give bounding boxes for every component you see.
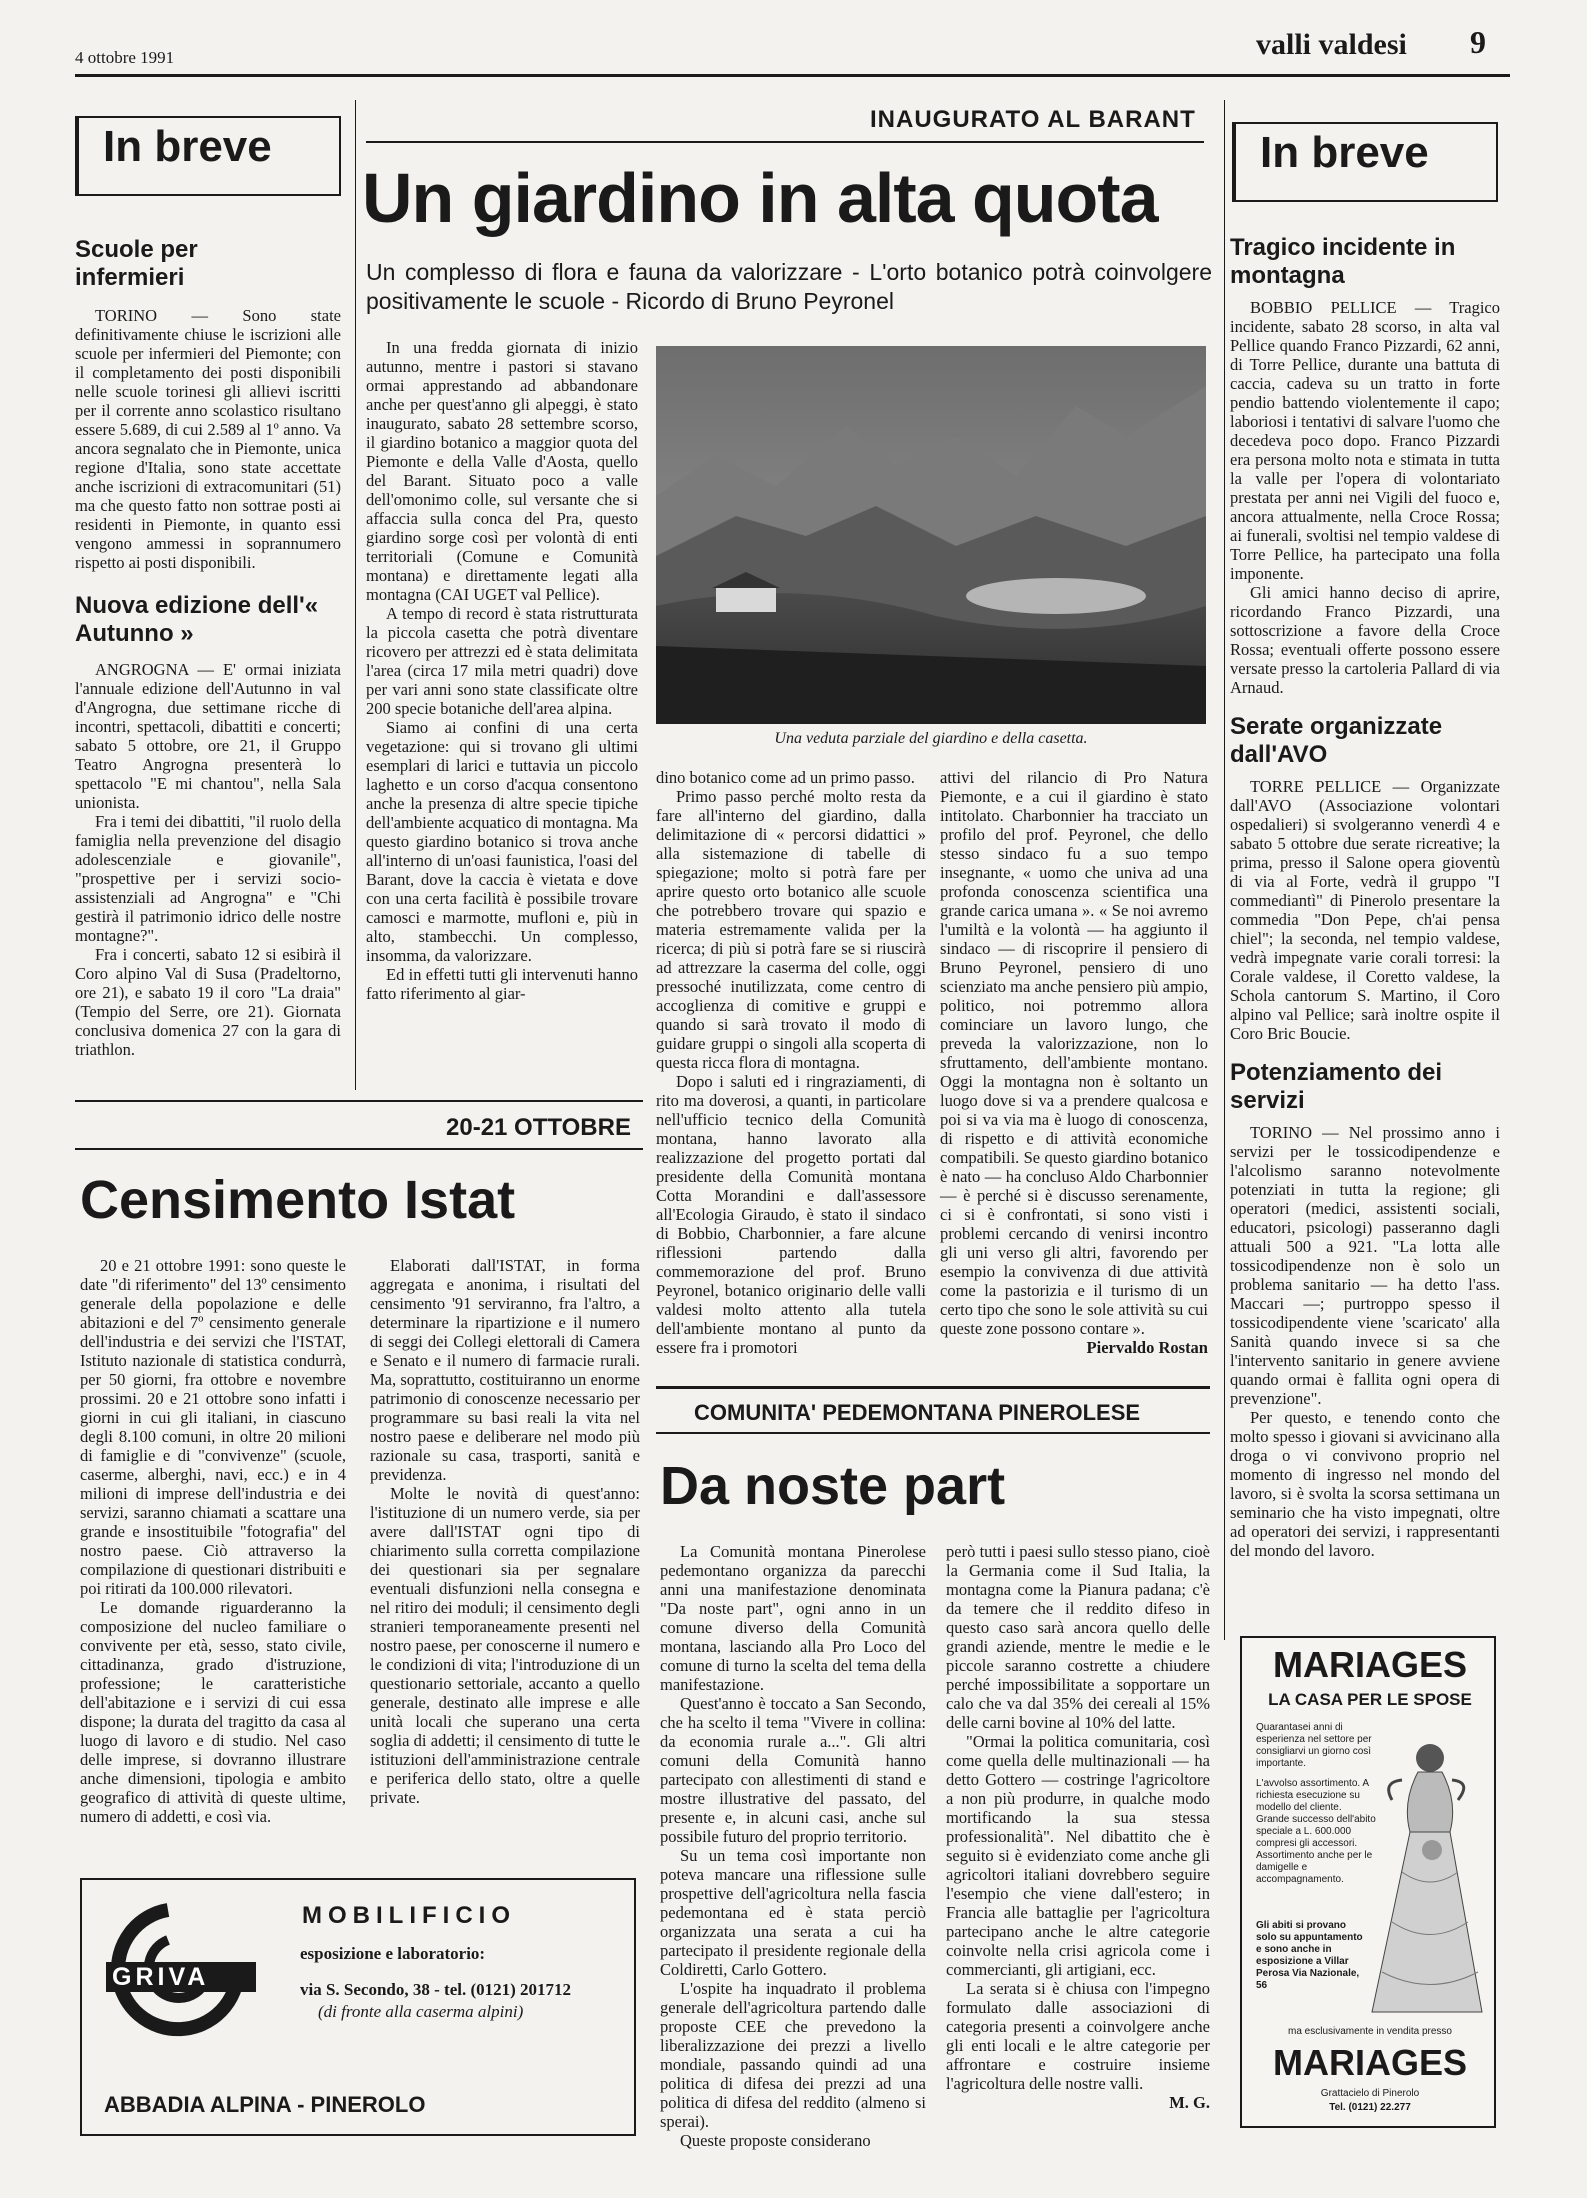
paragraph: Gli amici hanno deciso di aprire, ricordando Franco Pizzardi, una sottoscrizione a favore della Croce Rossa; eventuali offerte possono essere versate presso la cartoleria Pallard di via Arnaud. bbox=[1230, 583, 1500, 697]
paragraph: Primo passo perché molto resta da fare all'interno del giardino, dalla delimitazione di « percorsi didattici » alla sistemazione di tabelle di spiegazione; molto si potrà fare per aprire questo orto botanico alle scuole che potrebbero trovare qui spazio e materia estremamente valida per la ricerca; di più si potrà fare se si riuscirà ad attrezzare la caserma del colle, oggi pressoché inutilizzata, come centro di accoglienza di comitive e gruppi e quando si sarà trovato il modo di guidare gruppi o singoli alla scoperta di questa ricca flora di montagna. bbox=[656, 787, 926, 1072]
paragraph: BOBBIO PELLICE — Tragico incidente, sabato 28 scorso, in alta val Pellice quando Franco Pizzardi, 62 anni, di Torre Pellice, durante una battuta di caccia, cadeva su un tratto in forte pendio battendo violentemente il capo; laboriosi i tentativi di salvare l'uomo che decedeva poco dopo. Franco Pizzardi era persona molto nota e stimata in tutta la valle per l'opera di volontariato prestata per anni nei Vigili del fuoco e, ancora attualmente, nella Croce Rossa; ai funerali, svoltisi nel tempio valdese di Torre Pellice, ha partecipato una folla imponente. bbox=[1230, 298, 1500, 583]
item-title-incidente: Tragico incidente in montagna bbox=[1230, 234, 1456, 289]
mariages-brand: MARIAGES bbox=[1272, 1644, 1467, 1685]
main-byline: Piervaldo Rostan bbox=[1086, 1338, 1208, 1357]
paragraph: TORINO — Nel prossimo anno i servizi per le tossicodipendenze e l'alcolismo saranno notevolmente potenziati in tutta la regione; gli operatori (medici, assistenti sociali, educatori, psicologi) passeranno dagli attuali 500 a 921. "La lotta alle tossicodipendenze non è solo un problema sanitario — ha detto l'ass. Maccari —; purtroppo spesso il tossicodipendente viene 'scaricato' alla Sanità quando invece si sa che l'intervento sanitario in genere avviene quando ormai è fallita ogni opera di prevenzione". bbox=[1230, 1123, 1500, 1408]
paragraph: TORINO — Sono state definitivamente chiuse le iscrizioni alle scuole per infermieri del Piemonte; con il completamento dei posti disponibili nelle scuole torinesi gli allievi iscritti per il corrente anno scolastico risultano essere 5.689, di cui 2.589 al 1º anno. Va ancora segnalato che in Piemonte, unica regione d'Italia, sono state accettate anche iscrizioni di extracomunitari (51) ma che questo fatto non sottrae posti ai residenti in Piemonte, in quanto essi vengono ammessi in soprannumero rispetto ai posti disponibili. bbox=[75, 306, 341, 572]
paragraph: Quest'anno è toccato a San Secondo, che ha scelto il tema "Vivere in collina: da economia rurale a...". Gli altri comuni della Comunità hanno partecipato con allestimenti di stand e mostre illustrative del passato, del presente e, in alcuni casi, anche sul possibile futuro del proprio territorio. bbox=[660, 1694, 926, 1846]
item-body-scuole bbox=[75, 306, 341, 572]
paragraph: 20 e 21 ottobre 1991: sono queste le date "di riferimento" del 13º censimento generale della popolazione e delle abitazioni e del 7º censimento generale dell'industria e dei servizi che l'ISTAT, Istituto nazionale di statistica condurrà, per 50 giorni, fra ottobre e novembre prossimi. 20 e 21 ottobre sono infatti i giorni in cui gli italiani, in ciascuno degli 8.100 comuni, in oltre 20 milioni di famiglie e di "convivenze" (scuole, caserme, alberghi, navi, ecc.) e in 4 milioni di imprese dell'industria e dei servizi, saranno chiamati a scattare una grande e insostituibile "fotografia" del nostro paese. Ciò attraverso la compilazione di questionari distribuiti e poi ritirati da 100.000 rilevatori. bbox=[80, 1256, 346, 1598]
paragraph: A tempo di record è stata ristrutturata la piccola casetta che potrà diventare ricovero per attrezzi ed è stata delimitata l'area (circa 17 mila metri quadri) dove per vari anni sono state classificate oltre 200 specie botaniche dell'area alpina. bbox=[366, 604, 638, 718]
griva-line3: (di fronte alla caserma alpini) bbox=[318, 2002, 524, 2021]
main-kicker: INAUGURATO AL BARANT bbox=[870, 106, 1196, 133]
paragraph: "Ormai la politica comunitaria, così come quella delle multinazionali — ha detto Gottero — costringe l'agricoltore a non più produrre, in qualche modo mortificando la sua stessa professionalità". Nel dibattito che è seguito si è evidenziato come anche gli agricoltori italiani dovrebbero seguire l'esempio che viene dall'estero; in Francia alle battaglie per l'agricoltura partecipano anche le altre categorie coinvolte nella crisi agricola come i commercianti, gli artigiani, ecc. bbox=[946, 1732, 1210, 1979]
paragraph: però tutti i paesi sullo stesso piano, cioè la Germania come il Sud Italia, la montagna come la Pianura padana; c'è da temere che il reddito difeso in questo caso sarà ancora quello delle grandi aziende, mentre le medie e le piccole saranno costrette a chiudere perché impossibilitate a sopportare un calo che va dal 35% dei cereali al 15% delle carni bovine al 10% del latte. bbox=[946, 1542, 1210, 1732]
header-rule bbox=[75, 74, 1510, 77]
item-title-avo: Serate organizzate dall'AVO bbox=[1230, 713, 1443, 768]
paragraph: Fra i concerti, sabato 12 si esibirà il Coro alpino Val di Susa (Pradeltorno, ore 21), e sabato 19 il coro "La draia" (Tempio del Serre, ore 21). Giornata conclusiva domenica 27 con la gara di triathlon. bbox=[75, 945, 341, 1059]
griva-logo-text: GRIVA bbox=[112, 1963, 210, 1991]
paragraph: Siamo ai confini di una certa vegetazione: qui si trovano gli ultimi esemplari di larici e tuttavia un piccolo laghetto e un corso d'acqua consentono anche la presenza di altre specie tipiche dell'ambiente acquatico di montagna. Ma questo giardino botanico si trova anche all'interno di un'oasi faunistica, l'oasi del Barant, dove la caccia è vietata e dove con una certa facilità è possibile trovare camosci e marmotte, mufloni e, più in alto, stambecchi. Un complesso, insomma, da valorizzare. bbox=[366, 718, 638, 965]
item-title-scuole: Scuole per infermieri bbox=[75, 236, 198, 291]
paragraph: dino botanico come ad un primo passo. bbox=[656, 768, 915, 787]
census-col2 bbox=[370, 1256, 640, 1807]
right-column-divider bbox=[1224, 100, 1225, 1640]
paragraph: Elaborati dall'ISTAT, in forma aggregata e anonima, i risultati del censimento '91 serviranno, fra l'altro, a determinare la ripartizione e il numero di seggi dei Collegi elettorali di Camera e Senato e il numero di farmacie rurali. Ma, soprattutto, costituiranno un enorme patrimonio di conoscenze necessario per programmare su basi reali la vita nel nostro paese e deliberare nel modo più razionale su casa, trasporti, sanità e previdenza. bbox=[370, 1256, 640, 1484]
main-photo bbox=[656, 346, 1206, 724]
paragraph: Le domande riguarderanno la composizione del nucleo familiare o convivente per età, sesso, stato civile, cittadinanza, grado d'istruzione, professione; le caratteristiche dell'abitazione e i servizi di cui essa dispone; la durata del tragitto da casa al luogo di lavoro e di studio. Nel caso delle imprese, si dovranno illustrare anche dimensioni, tipologia e ambito geografico di attività di queste ultime, numero di addetti, e così via. bbox=[80, 1598, 346, 1826]
column-divider bbox=[355, 100, 356, 1090]
item-body-incidente bbox=[1230, 298, 1500, 697]
griva-footer: ABBADIA ALPINA - PINEROLO bbox=[104, 2092, 426, 2117]
mariages-text1: Quarantasei anni di esperienza nel settore per consigliarvi un giorno così importante. bbox=[1256, 1722, 1372, 1769]
paragraph: Per questo, e tenendo conto che molto spesso i giovani si avvicinano alla droga o vi convivono proprio nel momento di ingresso nel mondo del lavoro, si è svolta la scorsa settimana un seminario che ha visto impegnati, oltre ad operatori dei servizi, i rappresentanti del mondo del lavoro. bbox=[1230, 1408, 1500, 1560]
page-number: 9 bbox=[1470, 24, 1486, 60]
mariages-text3: Gli abiti si provano solo su appuntamento e sono anche in esposizione a Villar Perosa Via Nazionale, 56 bbox=[1256, 1920, 1363, 1991]
bride-illustration-icon bbox=[1362, 1722, 1488, 2022]
left-column bbox=[75, 236, 341, 1059]
bride-illustration bbox=[1362, 1722, 1488, 2022]
paragraph: attivi del rilancio di Pro Natura Piemonte, e a cui il giardino è stato intitolato. Charbonnier ha tracciato un profilo del prof. Peyronel, che dello stesso sindaco fu a suo tempo insegnante, « uomo che univa ad una profonda conoscenza scientifica una grande carica umana ». « Se noi avremo l'umiltà e la volontà — ha aggiunto il sindaco — di riscoprire il pensiero di Bruno Peyronel, pensiero di uno scienziato ma anche pensiero più ampio, politico, noi potremmo allora cominciare un lavoro lungo, che preveda la valorizzazione, non lo sfruttamento, dell'ambiente montano. Oggi la montagna non è soltanto un luogo dove si va a prendere qualcosa e poi si va via ma è luogo di conoscenza, di rispetto e di attività economiche compatibili. Se questo giardino botanico è nato — ha concluso Aldo Charbonnier — è perché si è discusso serenamente, ci si è confrontati, si sono visti i problemi cercando di venirsi incontro gli uni verso gli altri, favorendo per esempio la convivenza di due attività come la pastorizia e il turismo di un certo tipo che sono le sole attività su cui queste zone possono contare ». bbox=[940, 768, 1208, 1338]
item-body-avo bbox=[1230, 777, 1500, 1043]
mariages-brand2: MARIAGES bbox=[1272, 2042, 1467, 2083]
paragraph: ANGROGNA — E' ormai iniziata l'annuale edizione dell'Autunno in val d'Angrogna, due settimane ricche di incontri, spettacoli, dibattiti e concerti; sabato 5 ottobre, ore 21, il Gruppo Teatro Angrogna presenterà lo spettacolo "E mi chantou", nella Sala unionista. bbox=[75, 660, 341, 812]
main-subhead: Un complesso di flora e fauna da valorizzare - L'orto botanico potrà coinvolgere positivamente le scuole - Ricordo di Bruno Peyronel bbox=[366, 259, 1212, 314]
census-top-rule bbox=[75, 1100, 643, 1102]
paragraph: Fra i temi dei dibattiti, "il ruolo della famiglia nella prevenzione del disagio adolescenziale e giovanile", "prospettive per i servizi socio-assistenziali ad Angrogna" e "Chi gestirà il patrimonio idrico delle nostre montagne?". bbox=[75, 812, 341, 945]
pinerolese-kicker: COMUNITA' PEDEMONTANA PINEROLESE bbox=[694, 1400, 1141, 1425]
paragraph: Queste proposte considerano bbox=[680, 2131, 871, 2150]
pinerolese-top-rule bbox=[656, 1386, 1210, 1389]
census-headline: Censimento Istat bbox=[80, 1170, 516, 1230]
griva-ad bbox=[80, 1878, 636, 2136]
mariages-ad bbox=[1240, 1636, 1496, 2128]
paragraph: Ed in effetti tutti gli intervenuti hanno fatto riferimento al giar- bbox=[366, 965, 638, 1003]
pinerolese-headline: Da noste part bbox=[660, 1456, 1006, 1516]
left-section-title: In breve bbox=[75, 116, 341, 196]
mariages-address: Grattacielo di Pinerolo bbox=[1320, 2088, 1420, 2099]
paragraph: La serata si è chiusa con l'impegno formulato dalle associazioni di categoria presenti a coinvolgere anche gli enti locali e le altre categorie per affrontare e costruire insieme l'agricoltura delle nostre valli. bbox=[946, 1979, 1210, 2093]
paragraph: TORRE PELLICE — Organizzate dall'AVO (Associazione volontari ospedalieri) si svolgeranno venerdì 4 e sabato 5 ottobre due serate ricreative; la prima, presso il Salone opera gioventù di via al Forte, vedrà il gruppo "I commediantì" di Pinerolo presentare la commedia "Don Pepe, ch'ai pensa chiel"; la seconda, nel tempio valdese, vedrà impegnate varie corali torresi: la Corale valdese, il Coretto valdese, la Schola cantorum S. Martino, il Coro alpino val Pellice; sarà inoltre ospite il Coro Bric Boucie. bbox=[1230, 777, 1500, 1043]
griva-title: MOBILIFICIO bbox=[302, 1902, 516, 1929]
item-title-autunno: Nuova edizione dell'« Autunno » bbox=[75, 592, 319, 647]
main-col3 bbox=[940, 768, 1208, 1357]
paragraph: L'ospite ha inquadrato il problema generale dell'agricoltura partendo dalle proposte CEE che prevedono la liberalizzazione dei prezzi a livello mondiale, passando quindi ad una politica di difesa dei prezzi ad una politica di difesa del reddito (almeno si sperai). bbox=[660, 1979, 926, 2131]
pinerolese-byline: M. G. bbox=[1169, 2093, 1210, 2112]
kicker-rule bbox=[366, 141, 1204, 143]
main-headline: Un giardino in alta quota bbox=[362, 159, 1158, 237]
pinerolese-col2 bbox=[946, 1542, 1210, 2112]
paragraph: Su un tema così importante non poteva mancare una riflessione sulle prospettive dell'agricoltura nella fascia pedemontana ed è stata perciò organizzata una serata a cui ha partecipato il presidente regionale della Coldiretti, Carlo Gottero. bbox=[660, 1846, 926, 1979]
griva-line2: via S. Secondo, 38 - tel. (0121) 201712 bbox=[300, 1980, 572, 1999]
paragraph: Molte le novità di quest'anno: l'istituzione di un numero verde, sia per avere dall'ISTAT ogni tipo di chiarimento sulla corretta compilazione dei questionari sia per segnalare eventuali disfunzioni nella consegna e nel ritiro dei moduli; il censimento degli stranieri temporaneamente presenti nel nostro paese, per conoscerne il numero e le condizioni di vita; l'introduzione di un questionario settoriale, accanto a quello generale, destinato alle imprese e alle unità locali che superano una certa soglia di addetti; il censimento di tutte le istituzioni dell'amministrazione centrale e periferica dello stato, oltre a quelle private. bbox=[370, 1484, 640, 1807]
item-body-autunno bbox=[75, 660, 341, 1059]
mariages-text4: ma esclusivamente in vendita presso bbox=[1288, 2026, 1452, 2037]
census-kicker: 20-21 OTTOBRE bbox=[446, 1114, 631, 1141]
right-column bbox=[1230, 234, 1500, 1560]
mariages-phone: Tel. (0121) 22.277 bbox=[1329, 2102, 1411, 2113]
census-col1 bbox=[80, 1256, 346, 1826]
page-date: 4 ottobre 1991 bbox=[75, 48, 175, 67]
mariages-tagline: LA CASA PER LE SPOSE bbox=[1268, 1690, 1472, 1709]
publication-name: valli valdesi bbox=[1256, 28, 1407, 61]
main-col1 bbox=[366, 338, 638, 1003]
paragraph: Dopo i saluti ed i ringraziamenti, di rito ma doverosi, a quanti, in particolare nell'ufficio tecnico della Comunità montana, hanno lavorato alla realizzazione del progetto portati dal presidente della Comunità montana Cotta Morandini e dall'assessore all'Ecologia Giraudo, è stato il sindaco di Bobbio, Charbonnier, a fare alcune riflessioni partendo dalla commemorazione del prof. Bruno Peyronel, botanico originario delle valli valdesi molto attento alla tutela dell'ambiente montano al punto da essere fra i promotori bbox=[656, 1072, 926, 1357]
photo-caption: Una veduta parziale del giardino e della casetta. bbox=[774, 730, 1088, 747]
paragraph: La Comunità montana Pinerolese pedemontano organizza da parecchi anni una manifestazione denominata "Da noste part", ogni anno in un comune diverso della Comunità montana, lasciando alla Pro Loco del comune di turno la scelta del tema della manifestazione. bbox=[660, 1542, 926, 1694]
main-col2 bbox=[656, 768, 926, 1357]
item-title-servizi: Potenziamento dei servizi bbox=[1230, 1059, 1443, 1114]
mountain-landscape-photo bbox=[656, 346, 1206, 724]
pinerolese-col1 bbox=[660, 1542, 926, 2150]
item-body-servizi bbox=[1230, 1123, 1500, 1560]
census-kicker-rule bbox=[75, 1148, 643, 1150]
mariages-text2: L'avvolso assortimento. A richiesta esecuzione su modello del cliente. Grande successo dell'abito speciale a L. 600.000 compresi gli accessori. Assortimento anche per le damigelle e accompagnamento. bbox=[1256, 1778, 1376, 1885]
griva-line1: esposizione e laboratorio: bbox=[300, 1944, 486, 1963]
griva-logo bbox=[98, 1900, 258, 2050]
pinerolese-kicker-rule bbox=[656, 1432, 1210, 1434]
paragraph: In una fredda giornata di inizio autunno, mentre i pastori si stavano ormai apprestando ad abbandonare anche per quest'anno gli alpeggi, è stato inaugurato, sabato 28 settembre scorso, il giardino botanico a maggior quota del Piemonte e della Valle d'Aosta, quello del Barant. Situato poco a valle dell'omonimo colle, sul versante che si affaccia sulla conca del Pra, questo giardino sorge così per volontà di enti territoriali (Comune e Comunità montana) e direttamente legati alla montagna (CAI UGET val Pellice). bbox=[366, 338, 638, 604]
right-section-title: In breve bbox=[1232, 122, 1498, 202]
